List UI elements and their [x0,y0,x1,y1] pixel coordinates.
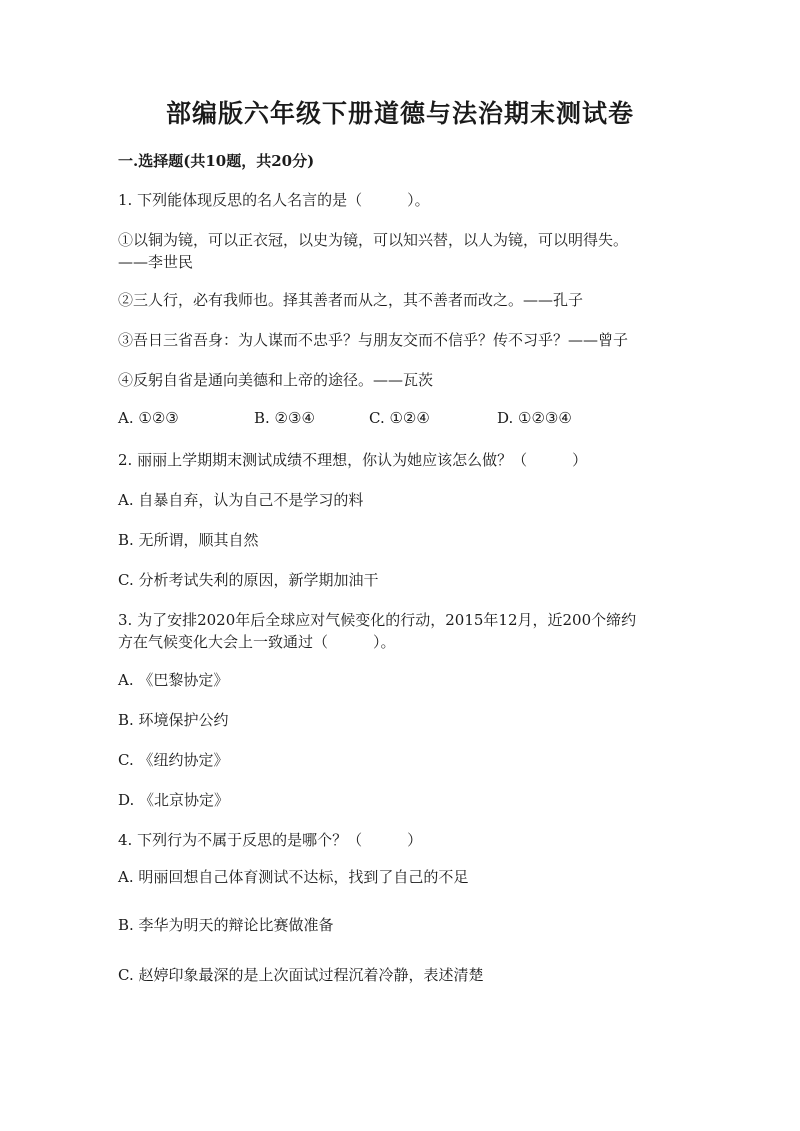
question-3-stem-line-1: 3. 为了安排2020年后全球应对气候变化的行动，2015年12月，近200个缔约 [118,611,637,629]
question-2-option-c[interactable]: C. 分析考试失利的原因，新学期加油干 [118,571,379,589]
question-4-stem: 4. 下列行为不属于反思的是哪个？（ ） [118,831,423,849]
question-1-option-c[interactable]: C. ①②④ [369,409,430,427]
question-1-item-3: ③吾日三省吾身：为人谋而不忠乎？与朋友交而不信乎？传不习乎？——曾子 [118,331,629,349]
page-title: 部编版六年级下册道德与法治期末测试卷 [165,99,634,128]
question-3-option-b[interactable]: B. 环境保护公约 [118,711,229,729]
question-4-option-b[interactable]: B. 李华为明天的辩论比赛做准备 [118,916,334,934]
question-4-option-a[interactable]: A. 明丽回想自己体育测试不达标，找到了自己的不足 [118,868,469,886]
question-1-item-2: ②三人行，必有我师也。择其善者而从之，其不善者而改之。——孔子 [118,291,584,309]
question-2-option-b[interactable]: B. 无所谓，顺其自然 [118,531,259,549]
question-2-stem: 2. 丽丽上学期期末测试成绩不理想，你认为她应该怎么做？（ ） [118,451,588,469]
question-3-option-a[interactable]: A. 《巴黎协定》 [118,671,229,689]
question-3-option-c[interactable]: C. 《纽约协定》 [118,751,229,769]
question-1-item-1: ①以铜为镜，可以正衣冠，以史为镜，可以知兴替，以人为镜，可以明得失。 [118,231,629,249]
question-1-item-1-author: ——李世民 [118,253,194,271]
question-4-option-c[interactable]: C. 赵婷印象最深的是上次面试过程沉着冷静，表述清楚 [118,966,484,984]
question-1-options [118,409,698,431]
question-1-item-4: ④反躬自省是通向美德和上帝的途径。——瓦茨 [118,371,434,389]
question-1-option-b[interactable]: B. ②③④ [254,409,315,427]
question-1-option-a[interactable]: A. ①②③ [118,409,179,427]
question-1-stem: 1. 下列能体现反思的名人名言的是（ ）。 [118,191,430,209]
question-2-option-a[interactable]: A. 自暴自弃，认为自己不是学习的料 [118,491,364,509]
section-heading: 一.选择题(共10题，共20分) [118,152,315,170]
question-3-option-d[interactable]: D. 《北京协定》 [118,791,230,809]
question-3-stem-line-2: 方在气候变化大会上一致通过（ ）。 [118,633,396,651]
question-1-option-d[interactable]: D. ①②③④ [497,409,572,427]
